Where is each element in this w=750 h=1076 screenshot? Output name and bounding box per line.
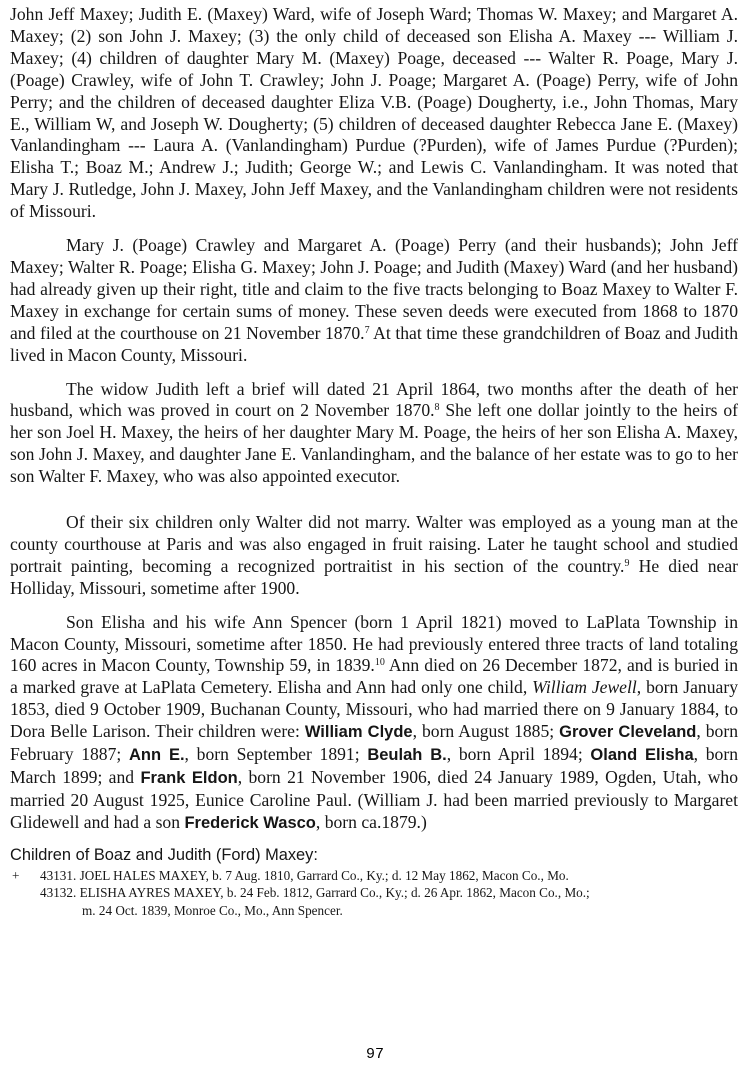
- elisha-text-2: Ann died on 26 December 1872, and is buried in a marked grave at LaPlata Cemetery. Elisha and Ann had only one child,: [10, 655, 738, 698]
- paragraph-heirs-list: John Jeff Maxey; Judith E. (Maxey) Ward, wife of Joseph Ward; Thomas W. Maxey; and Margaret A. Maxey; (2) son John J. Maxey; (3) the only child of deceased son Elisha A. Maxey --- William J. Maxey; (4) children of daughter Mary M. (Maxey) Poage, deceased --- Walter R. Poage, Mary J. (Poage) Crawley, wife of John T. Crawley; John J. Poage; Margaret A. (Poage) Perry, wife of John Perry; and the children of deceased daughter Eliza V.B. (Poage) Dougherty, i.e., John Thomas, Mary E., William W, and Joseph W. Dougherty; (5) children of deceased daughter Rebecca Jane E. (Maxey) Vanlandingham --- Laura A. (Vanlandingham) Purdue (?Purden), wife of James Purdue (?Purden); Elisha T.; Boaz M.; Andrew J.; Judith; George W.; and Lewis C. Vanlandingham. It was noted that Mary J. Rutledge, John J. Maxey, John Jeff Maxey, and the Vanlandingham children were not residents of Missouri.: [10, 4, 738, 222]
- elisha-text-6: , born September 1891;: [184, 744, 368, 765]
- walter-text-cont: He died near Holliday, Missouri, sometime after 1900.: [10, 555, 738, 598]
- document-page: [10, 4, 738, 919]
- elisha-text: Son Elisha and his wife Ann Spencer (born 1 April 1821) moved to LaPlata Township in Macon County, Missouri, sometime after 1850. He had previously entered three tracts of land totaling 160 acres in Macon County, Township 59, in 1839.: [10, 611, 738, 676]
- elisha-text-10: , born ca.1879.): [315, 811, 427, 832]
- child-name-william-jewell: William Jewell: [532, 677, 637, 698]
- entry-line: 43131. JOEL HALES MAXEY, b. 7 Aug. 1810, Garrard Co., Ky.; d. 12 May 1862, Macon Co., Mo.: [40, 867, 569, 883]
- elisha-text-9: , born 21 November 1906, died 24 January 1989, Ogden, Utah, who married 20 August 1925, Eunice Caroline Paul. (William J. had been married previously to Margaret Glidewell and had a son: [10, 767, 739, 832]
- walter-text: Of their six children only Walter did not marry. Walter was employed as a young man at the county courthouse at Paris and was also engaged in fruit raising. Later he taught school and studied portrait painting, becoming a recognized portraitist in his section of the country.: [10, 512, 738, 576]
- deeds-text-cont: At that time these grandchildren of Boaz and Judith lived in Macon County, Missouri.: [10, 322, 739, 365]
- deeds-text: Mary J. (Poage) Crawley and Margaret A. (Poage) Perry (and their husbands); John Jeff Maxey; Walter R. Poage; Elisha G. Maxey; John J. Poage; and Judith (Maxey) Ward (and her husband) had already given up their right, title and claim to the five tracts belonging to Boaz Maxey to Walter F. Maxey in exchange for certain sums of money. These seven deeds were executed from 1868 to 1870 and filed at the courthouse on 21 November 1870.: [10, 235, 738, 343]
- elisha-text-8: , born March 1899; and: [10, 744, 739, 787]
- great-grandchild-name: Frederick Wasco: [184, 813, 316, 832]
- elisha-text-7: , born April 1894;: [446, 744, 591, 765]
- paragraph-elisha: [10, 612, 738, 835]
- paragraph-widow-will: [10, 379, 738, 489]
- grandchild-name: Frank Eldon: [140, 769, 238, 787]
- grandchild-name: Oland Elisha: [590, 746, 694, 765]
- page-number: 97: [365, 1046, 384, 1063]
- entry-line: 43132. ELISHA AYRES MAXEY, b. 24 Feb. 1812, Garrard Co., Ky.; d. 26 Apr. 1862, Macon Co., Mo.;: [40, 885, 590, 901]
- elisha-text-5: , born February 1887;: [10, 721, 739, 765]
- grandchild-name: William Clyde: [304, 723, 413, 742]
- list-item: [10, 884, 738, 919]
- grandchild-name: Grover Cleveland: [559, 723, 697, 742]
- has-descendants-mark: +: [12, 867, 20, 883]
- grandchild-name: Beulah B.: [367, 746, 447, 765]
- children-heading: Children of Boaz and Judith (Ford) Maxey:: [10, 845, 318, 864]
- will-text-cont: She left one dollar jointly to the heirs of her son Joel H. Maxey, the heirs of her daughter Mary M. Poage, the heirs of her son Elisha A. Maxey, son John J. Maxey, and daughter Jane E. Vanlandingham, and the balance of her estate was to go to her son Walter F. Maxey, who was also appointed executor.: [10, 400, 738, 487]
- footnote-ref-10: 10: [374, 657, 385, 669]
- children-list: [10, 867, 738, 920]
- grandchild-name: Ann E.: [128, 746, 185, 765]
- will-text: The widow Judith left a brief will dated 21 April 1864, two months after the death of her husband, which was proved in court on 2 November 1870.: [10, 378, 738, 421]
- list-item: [10, 867, 738, 885]
- entry-line-continued: m. 24 Oct. 1839, Monroe Co., Mo., Ann Spencer.: [82, 902, 343, 918]
- elisha-text-3: , born January 1853, died 9 October 1909, Buchanan County, Missouri, who had married there on 9 January 1884, to Dora Belle Larison. Their children were:: [10, 677, 738, 742]
- elisha-text-4: , born August 1885;: [412, 721, 560, 742]
- footnote-ref-7: 7: [364, 324, 370, 336]
- footnote-ref-8: 8: [434, 402, 440, 414]
- paragraph-deeds: [10, 235, 738, 366]
- paragraph-walter: [10, 512, 738, 600]
- footnote-ref-9: 9: [624, 557, 630, 569]
